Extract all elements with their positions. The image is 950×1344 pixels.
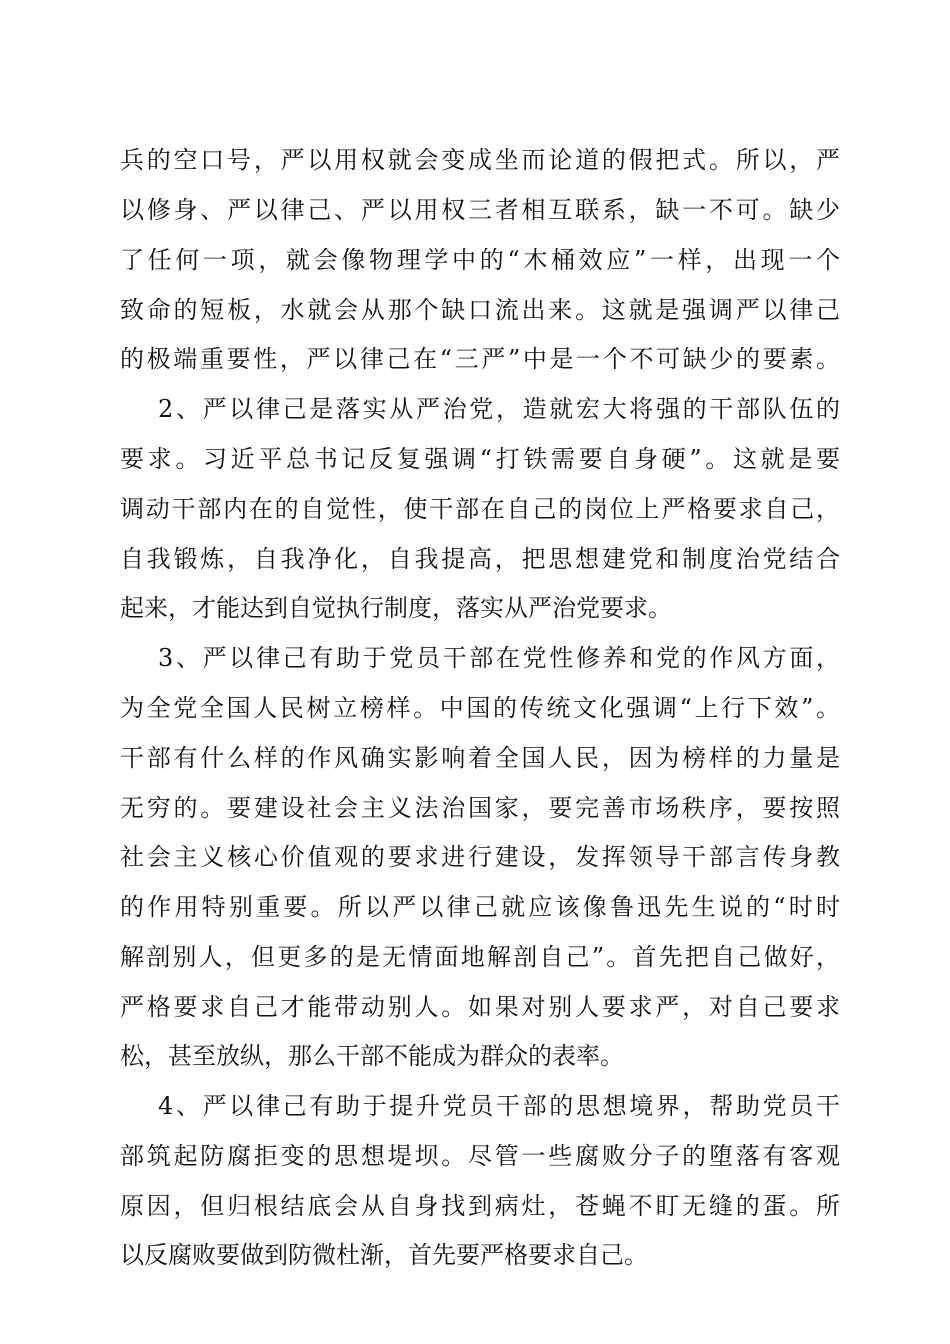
paragraph-start-line: 3、严以律己有助于党员干部在党性修养和党的作风方面，: [158, 644, 840, 672]
text-line: 调动干部内在的自觉性，使干部在自己的岗位上严格要求自己，: [120, 495, 840, 523]
text-line: 自我锻炼，自我净化，自我提高，把思想建党和制度治党结合: [120, 545, 840, 573]
text-line: 兵的空口号，严以用权就会变成坐而论道的假把式。所以，严: [120, 146, 840, 174]
text-line: 严格要求自己才能带动别人。如果对别人要求严，对自己要求: [120, 993, 840, 1021]
text-line: 无穷的。要建设社会主义法治国家，要完善市场秩序，要按照: [120, 794, 840, 822]
text-line: 部筑起防腐拒变的思想堤坝。尽管一些腐败分子的堕落有客观: [120, 1142, 840, 1170]
paragraph-start-line: 2、严以律己是落实从严治党，造就宏大将强的干部队伍的: [158, 395, 840, 423]
text-line: 的作用特别重要。所以严以律己就应该像鲁迅先生说的“时时: [120, 893, 840, 921]
text-line: 了任何一项，就会像物理学中的“木桶效应”一样，出现一个: [120, 246, 840, 274]
text-line: 以修身、严以律己、严以用权三者相互联系，缺一不可。缺少: [120, 196, 840, 224]
text-line: 的极端重要性，严以律己在“三严”中是一个不可缺少的要素。: [120, 345, 840, 373]
text-line: 致命的短板，水就会从那个缺口流出来。这就是强调严以律己: [120, 296, 840, 324]
text-line: 原因，但归根结底会从自身找到病灶，苍蝇不盯无缝的蛋。所: [120, 1192, 840, 1220]
text-line: 为全党全国人民树立榜样。中国的传统文化强调“上行下效”。: [120, 694, 840, 722]
text-line: 以反腐败要做到防微杜渐，首先要严格要求自己。: [120, 1241, 648, 1269]
text-line: 要求。习近平总书记反复强调“打铁需要自身硬”。这就是要: [120, 445, 840, 473]
paragraph-start-line: 4、严以律己有助于提升党员干部的思想境界，帮助党员干: [158, 1092, 840, 1120]
text-line: 干部有什么样的作风确实影响着全国人民，因为榜样的力量是: [120, 744, 840, 772]
text-line: 解剖别人，但更多的是无情面地解剖自己”。首先把自己做好，: [120, 943, 840, 971]
text-line: 松，甚至放纵，那么干部不能成为群众的表率。: [120, 1042, 624, 1070]
text-line: 社会主义核心价值观的要求进行建设，发挥领导干部言传身教: [120, 843, 840, 871]
text-line: 起来，才能达到自觉执行制度，落实从严治党要求。: [120, 594, 672, 622]
